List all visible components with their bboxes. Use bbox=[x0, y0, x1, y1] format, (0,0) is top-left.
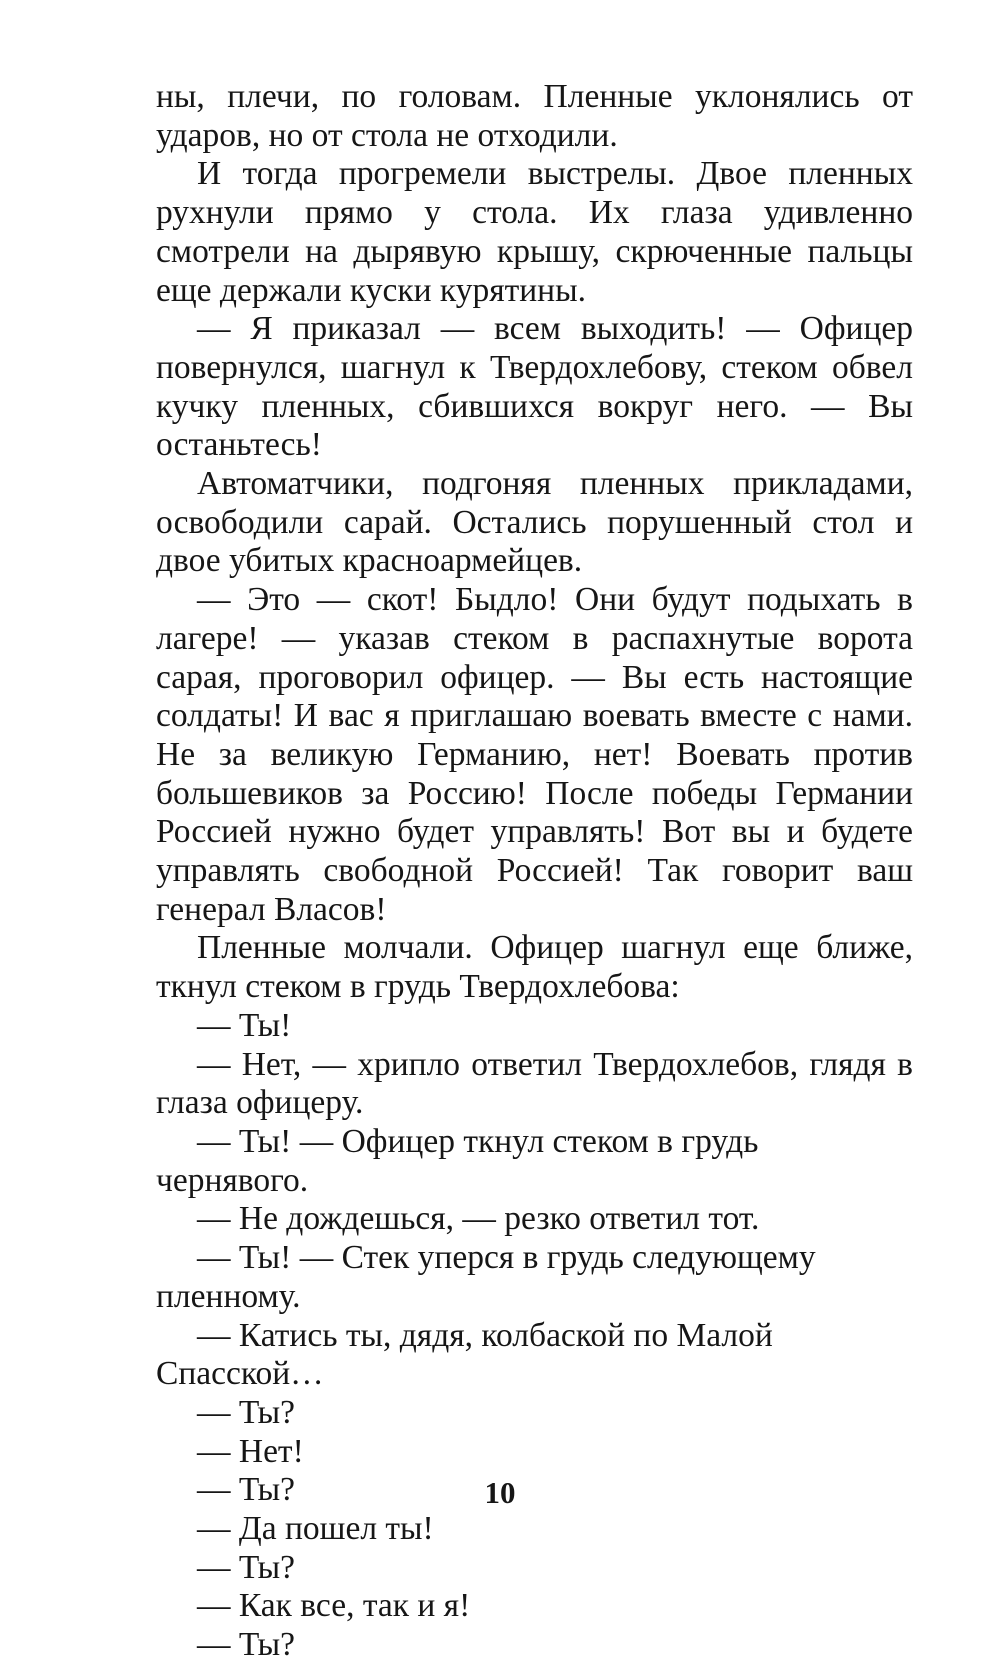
paragraph-officer-speech: — Это — скот! Быдло! Они будут подыхать в лагере! — указав стеком в распахнутые ворота сарая, проговорил офицер. — Вы есть настоящие солдаты! И вас я приглашаю воевать вместе с нами. Не за великую Германию, нет! Воевать против большевиков за Россию! После победы Германии Россией нужно будет управлять! Вот вы и будете управлять свободной Россией! Так говорит ваш генерал Власов! bbox=[156, 581, 913, 928]
paragraph-continuation: ны, плечи, по головам. Пленные уклонялись от ударов, но от стола не отходили. bbox=[156, 78, 913, 154]
paragraph-officer-order: — Я приказал — всем выходить! — Офицер повернулся, шагнул к Твердохлебову, стеком обвел кучку пленных, сбившихся вокруг него. — Вы останьтесь! bbox=[156, 310, 913, 464]
dialogue-line: — Ты! — Стек уперся в грудь следующему пленному. bbox=[156, 1239, 816, 1315]
dialogue-line: — Ты? bbox=[197, 1471, 296, 1509]
dialogue-line: — Да пошел ты! bbox=[197, 1510, 434, 1548]
dialogue-line: — Как все, так и я! bbox=[197, 1587, 471, 1625]
dialogue-line: — Ты! — Офицер ткнул стеком в грудь чернявого. bbox=[156, 1122, 759, 1199]
paragraph-shots: И тогда прогремели выстрелы. Двое пленных рухнули прямо у стола. Их глаза удивленно смотрели на дырявую крышу, скрюченные пальцы еще держали куски курятины. bbox=[156, 155, 913, 309]
page-text bbox=[156, 78, 913, 1665]
dialogue-line: — Катись ты, дядя, колбаской по Малой Спасской… bbox=[156, 1316, 773, 1393]
paragraph-prisoners-silent: Пленные молчали. Офицер шагнул еще ближе, ткнул стеком в грудь Твердохлебова: bbox=[156, 929, 913, 1006]
dialogue-line: — Нет, — хрипло ответил Твердохлебов, глядя в глаза офицеру. bbox=[156, 1045, 913, 1122]
dialogue-line: — Ты! bbox=[197, 1006, 292, 1044]
dialogue-line: — Ты? bbox=[197, 1548, 296, 1586]
dialogue-line: — Нет! bbox=[197, 1432, 304, 1470]
dialogue-line: — Ты? bbox=[197, 1626, 296, 1664]
dialogue-line: — Не дождешься, — резко ответил тот. bbox=[197, 1200, 760, 1238]
page-number: 10 bbox=[484, 1475, 516, 1510]
dialogue-line: — Ты? bbox=[197, 1393, 296, 1431]
paragraph-gunners: Автоматчики, подгоняя пленных прикладами, освободили сарай. Остались порушенный стол и двое убитых красноармейцев. bbox=[156, 465, 913, 580]
